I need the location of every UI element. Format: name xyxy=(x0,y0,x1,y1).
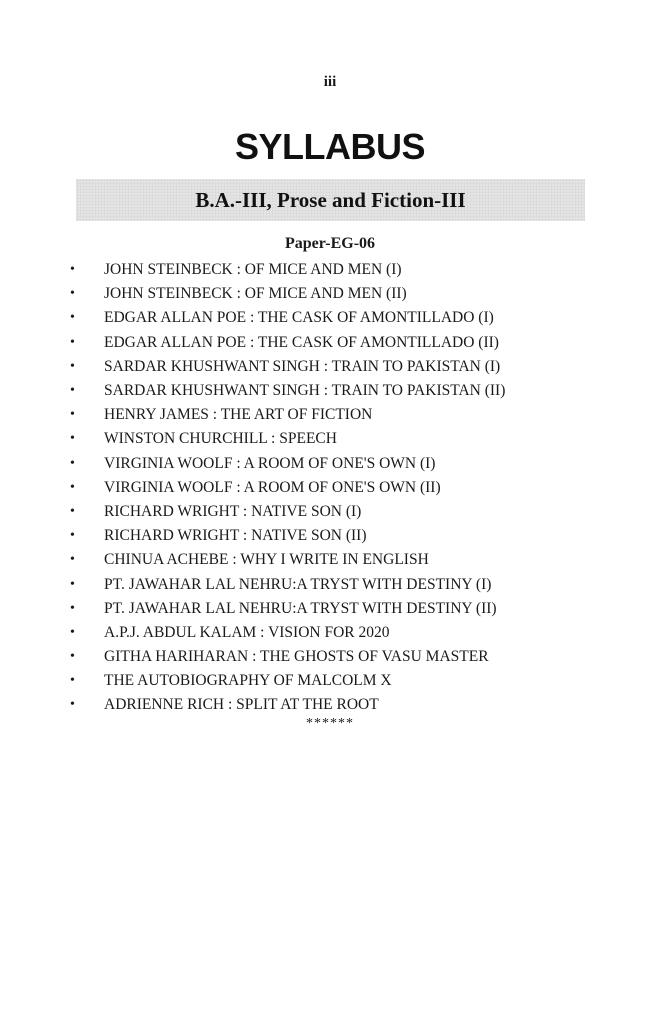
topic-text: PT. JAWAHAR LAL NEHRU:A TRYST WITH DESTINY (I) xyxy=(104,575,492,593)
bullet: • xyxy=(70,673,75,689)
topic-text: PT. JAWAHAR LAL NEHRU:A TRYST WITH DESTINY (II) xyxy=(104,599,497,617)
topic-text: JOHN STEINBECK : OF MICE AND MEN (I) xyxy=(104,261,402,279)
bullet: • xyxy=(70,455,75,471)
bullet: • xyxy=(70,624,75,640)
list-item xyxy=(70,693,610,717)
bullet: • xyxy=(70,697,75,713)
list-item xyxy=(70,572,610,596)
bullet: • xyxy=(70,528,75,544)
topic-text: SARDAR KHUSHWANT SINGH : TRAIN TO PAKISTAN (I) xyxy=(104,357,501,375)
bullet: • xyxy=(70,479,75,495)
bullet: • xyxy=(70,286,75,302)
bullet: • xyxy=(70,383,75,399)
bullet: • xyxy=(70,649,75,665)
course-subtitle: B.A.-III, Prose and Fiction-III xyxy=(195,187,466,212)
bullet: • xyxy=(70,431,75,447)
bullet: • xyxy=(70,334,75,350)
bullet: • xyxy=(70,576,75,592)
subtitle-band xyxy=(76,179,585,221)
list-item xyxy=(70,306,610,330)
list-item xyxy=(70,476,610,500)
list-item xyxy=(70,669,610,693)
bullet: • xyxy=(70,600,75,616)
topic-text: RICHARD WRIGHT : NATIVE SON (II) xyxy=(104,527,367,545)
topic-text: GITHA HARIHARAN : THE GHOSTS OF VASU MASTER xyxy=(104,648,489,666)
paper-code: Paper-EG-06 xyxy=(284,235,376,252)
list-item xyxy=(70,621,610,645)
topic-text: VIRGINIA WOOLF : A ROOM OF ONE'S OWN (II) xyxy=(104,478,441,496)
bullet: • xyxy=(70,262,75,278)
list-item xyxy=(70,524,610,548)
list-item xyxy=(70,548,610,572)
end-marker: ****** xyxy=(306,716,354,731)
list-item xyxy=(70,427,610,451)
topic-text: CHINUA ACHEBE : WHY I WRITE IN ENGLISH xyxy=(104,551,429,569)
topic-text: RICHARD WRIGHT : NATIVE SON (I) xyxy=(104,502,362,520)
page-number: iii xyxy=(323,74,337,90)
topic-text: EDGAR ALLAN POE : THE CASK OF AMONTILLADO (I) xyxy=(104,309,494,327)
list-item xyxy=(70,452,610,476)
page-title: SYLLABUS xyxy=(234,126,425,167)
topic-text: HENRY JAMES : THE ART OF FICTION xyxy=(104,406,373,424)
list-item xyxy=(70,645,610,669)
list-item xyxy=(70,597,610,621)
topic-text: EDGAR ALLAN POE : THE CASK OF AMONTILLADO (II) xyxy=(104,333,499,351)
bullet: • xyxy=(70,310,75,326)
list-item xyxy=(70,379,610,403)
list-item xyxy=(70,331,610,355)
bullet: • xyxy=(70,407,75,423)
topic-text: WINSTON CHURCHILL : SPEECH xyxy=(104,430,337,448)
list-item xyxy=(70,282,610,306)
bullet: • xyxy=(70,503,75,519)
topic-text: VIRGINIA WOOLF : A ROOM OF ONE'S OWN (I) xyxy=(104,454,436,472)
bullet: • xyxy=(70,358,75,374)
topic-list xyxy=(70,258,610,718)
topic-text: SARDAR KHUSHWANT SINGH : TRAIN TO PAKISTAN (II) xyxy=(104,382,506,400)
topic-text: A.P.J. ABDUL KALAM : VISION FOR 2020 xyxy=(104,623,390,641)
topic-text: JOHN STEINBECK : OF MICE AND MEN (II) xyxy=(104,285,407,303)
list-item xyxy=(70,355,610,379)
topic-text: THE AUTOBIOGRAPHY OF MALCOLM X xyxy=(104,672,392,690)
list-item xyxy=(70,258,610,282)
list-item xyxy=(70,403,610,427)
topic-text: ADRIENNE RICH : SPLIT AT THE ROOT xyxy=(104,696,379,714)
bullet: • xyxy=(70,552,75,568)
list-item xyxy=(70,500,610,524)
